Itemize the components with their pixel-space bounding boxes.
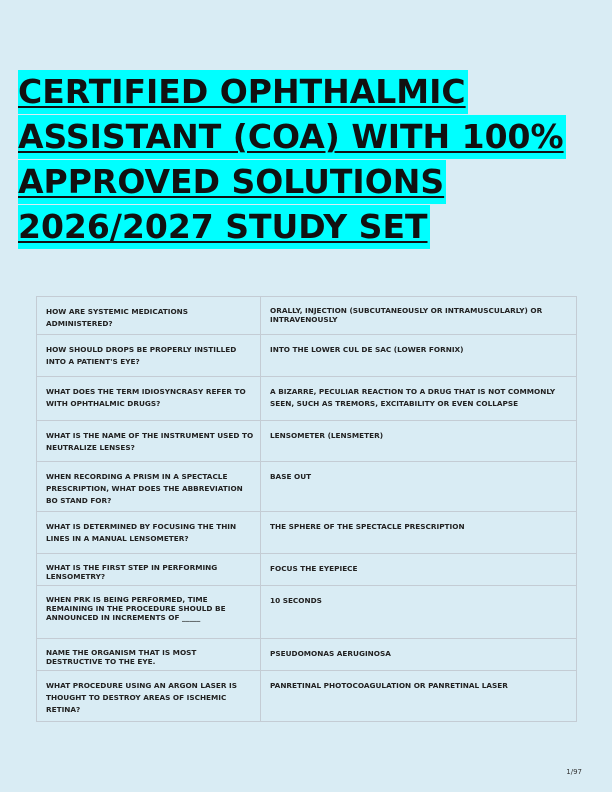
title-line-3: APPROVED SOLUTIONS	[18, 160, 446, 204]
question-cell: WHEN RECORDING A PRISM IN A SPECTACLE PRESCRIPTION, WHAT DOES THE ABBREVIATION BO STAND FOR?	[37, 462, 261, 512]
table-row	[37, 512, 577, 554]
answer-cell: INTO THE LOWER CUL DE SAC (LOWER FORNIX)	[261, 335, 577, 377]
question-cell: HOW ARE SYSTEMIC MEDICATIONS ADMINISTERED?	[37, 297, 261, 335]
answer-cell: LENSOMETER (LENSMETER)	[261, 421, 577, 462]
page-number: 1/97	[566, 768, 582, 776]
title-line-2: ASSISTANT (COA) WITH 100%	[18, 115, 566, 159]
question-cell: NAME THE ORGANISM THAT IS MOST DESTRUCTIVE TO THE EYE.	[37, 639, 261, 671]
answer-cell: ORALLY, INJECTION (SUBCUTANEOUSLY OR INTRAMUSCULARLY) OR INTRAVENOUSLY	[261, 297, 577, 335]
table-row	[37, 421, 577, 462]
table-row	[37, 377, 577, 421]
question-cell: HOW SHOULD DROPS BE PROPERLY INSTILLED INTO A PATIENT'S EYE?	[37, 335, 261, 377]
table-row	[37, 586, 577, 639]
table-row	[37, 639, 577, 671]
table-row	[37, 671, 577, 722]
answer-cell: BASE OUT	[261, 462, 577, 512]
question-cell: WHAT IS DETERMINED BY FOCUSING THE THIN LINES IN A MANUAL LENSOMETER?	[37, 512, 261, 554]
question-cell: WHAT DOES THE TERM IDIOSYNCRASY REFER TO WITH OPHTHALMIC DRUGS?	[37, 377, 261, 421]
document-title	[18, 70, 598, 250]
answer-cell: A BIZARRE, PECULIAR REACTION TO A DRUG THAT IS NOT COMMONLY SEEN, SUCH AS TREMORS, EXCITABILITY OR EVEN COLLAPSE	[261, 377, 577, 421]
answer-cell: PSEUDOMONAS AERUGINOSA	[261, 639, 577, 671]
answer-cell: 10 SECONDS	[261, 586, 577, 639]
table-row	[37, 554, 577, 586]
table-row	[37, 335, 577, 377]
table-row	[37, 297, 577, 335]
question-cell: WHAT IS THE NAME OF THE INSTRUMENT USED TO NEUTRALIZE LENSES?	[37, 421, 261, 462]
question-cell: WHAT PROCEDURE USING AN ARGON LASER IS THOUGHT TO DESTROY AREAS OF ISCHEMIC RETINA?	[37, 671, 261, 722]
title-line-4: 2026/2027 STUDY SET	[18, 205, 430, 249]
title-line-1: CERTIFIED OPHTHALMIC	[18, 70, 468, 114]
question-cell: WHAT IS THE FIRST STEP IN PERFORMING LENSOMETRY?	[37, 554, 261, 586]
table-row	[37, 462, 577, 512]
qa-table	[36, 296, 577, 722]
answer-cell: PANRETINAL PHOTOCOAGULATION OR PANRETINAL LASER	[261, 671, 577, 722]
answer-cell: FOCUS THE EYEPIECE	[261, 554, 577, 586]
answer-cell: THE SPHERE OF THE SPECTACLE PRESCRIPTION	[261, 512, 577, 554]
question-cell: WHEN PRK IS BEING PERFORMED, TIME REMAINING IN THE PROCEDURE SHOULD BE ANNOUNCED IN INCREMENTS OF _____	[37, 586, 261, 639]
